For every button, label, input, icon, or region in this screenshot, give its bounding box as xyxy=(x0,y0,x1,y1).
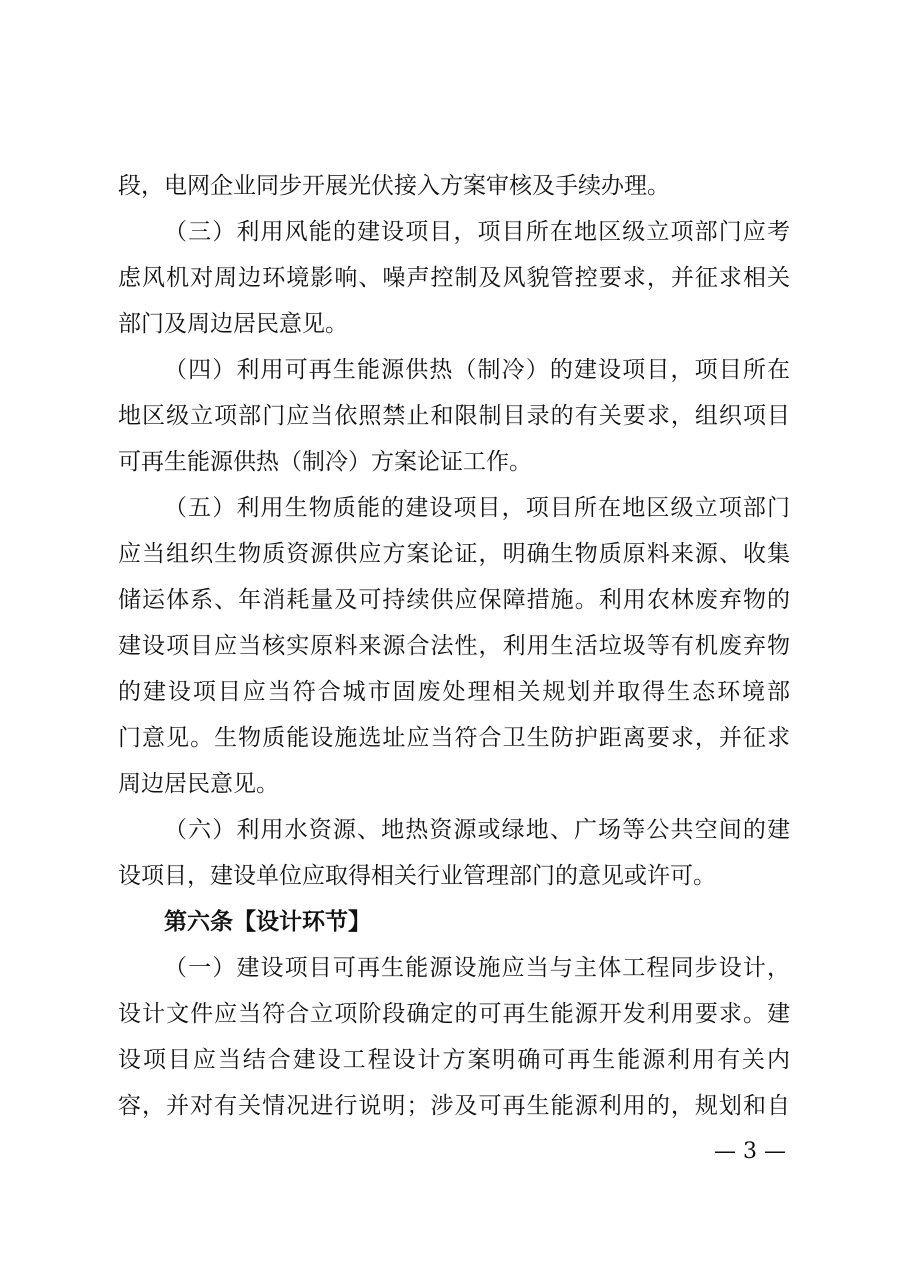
paragraph-item-5-start: （五）利用生物质能的建设项目，项目所在地区级立项部门 xyxy=(164,495,790,521)
text-line: 容，并对有关情况进行说明；涉及可再生能源利用的，规划和自 xyxy=(118,1093,790,1119)
text-line: 的建设项目应当符合城市固废处理相关规划并取得生态环境部 xyxy=(118,679,790,705)
text-line: 应当组织生物质资源供应方案论证，明确生物质原料来源、收集 xyxy=(118,541,790,567)
paragraph-item-6-start: （六）利用水资源、地热资源或绿地、广场等公共空间的建 xyxy=(164,817,790,843)
paragraph-item-1-start: （一）建设项目可再生能源设施应当与主体工程同步设计， xyxy=(164,955,790,981)
text-line: 段，电网企业同步开展光伏接入方案审核及手续办理。 xyxy=(118,173,670,199)
page-number: — 3 — xyxy=(714,1139,786,1164)
text-line: 设项目应当结合建设工程设计方案明确可再生能源利用有关内 xyxy=(118,1047,790,1073)
text-line: 周边居民意见。 xyxy=(118,771,279,797)
text-line: 虑风机对周边环境影响、噪声控制及风貌管控要求，并征求相关 xyxy=(118,265,790,291)
paragraph-item-4-start: （四）利用可再生能源供热（制冷）的建设项目，项目所在 xyxy=(164,357,790,383)
text-line: 建设项目应当核实原料来源合法性，利用生活垃圾等有机废弃物 xyxy=(118,633,790,659)
text-line: 可再生能源供热（制冷）方案论证工作。 xyxy=(118,449,532,475)
text-line: 地区级立项部门应当依照禁止和限制目录的有关要求，组织项目 xyxy=(118,403,790,429)
text-line: 门意见。生物质能设施选址应当符合卫生防护距离要求，并征求 xyxy=(118,725,790,751)
paragraph-item-3-start: （三）利用风能的建设项目，项目所在地区级立项部门应考 xyxy=(164,219,790,245)
text-line: 储运体系、年消耗量及可持续供应保障措施。利用农林废弃物的 xyxy=(118,587,790,613)
text-line: 设项目，建设单位应取得相关行业管理部门的意见或许可。 xyxy=(118,863,716,889)
text-line: 部门及周边居民意见。 xyxy=(118,311,348,337)
article-heading: 第六条【设计环节】 xyxy=(164,909,371,935)
text-line: 设计文件应当符合立项阶段确定的可再生能源开发利用要求。建 xyxy=(118,1001,790,1027)
